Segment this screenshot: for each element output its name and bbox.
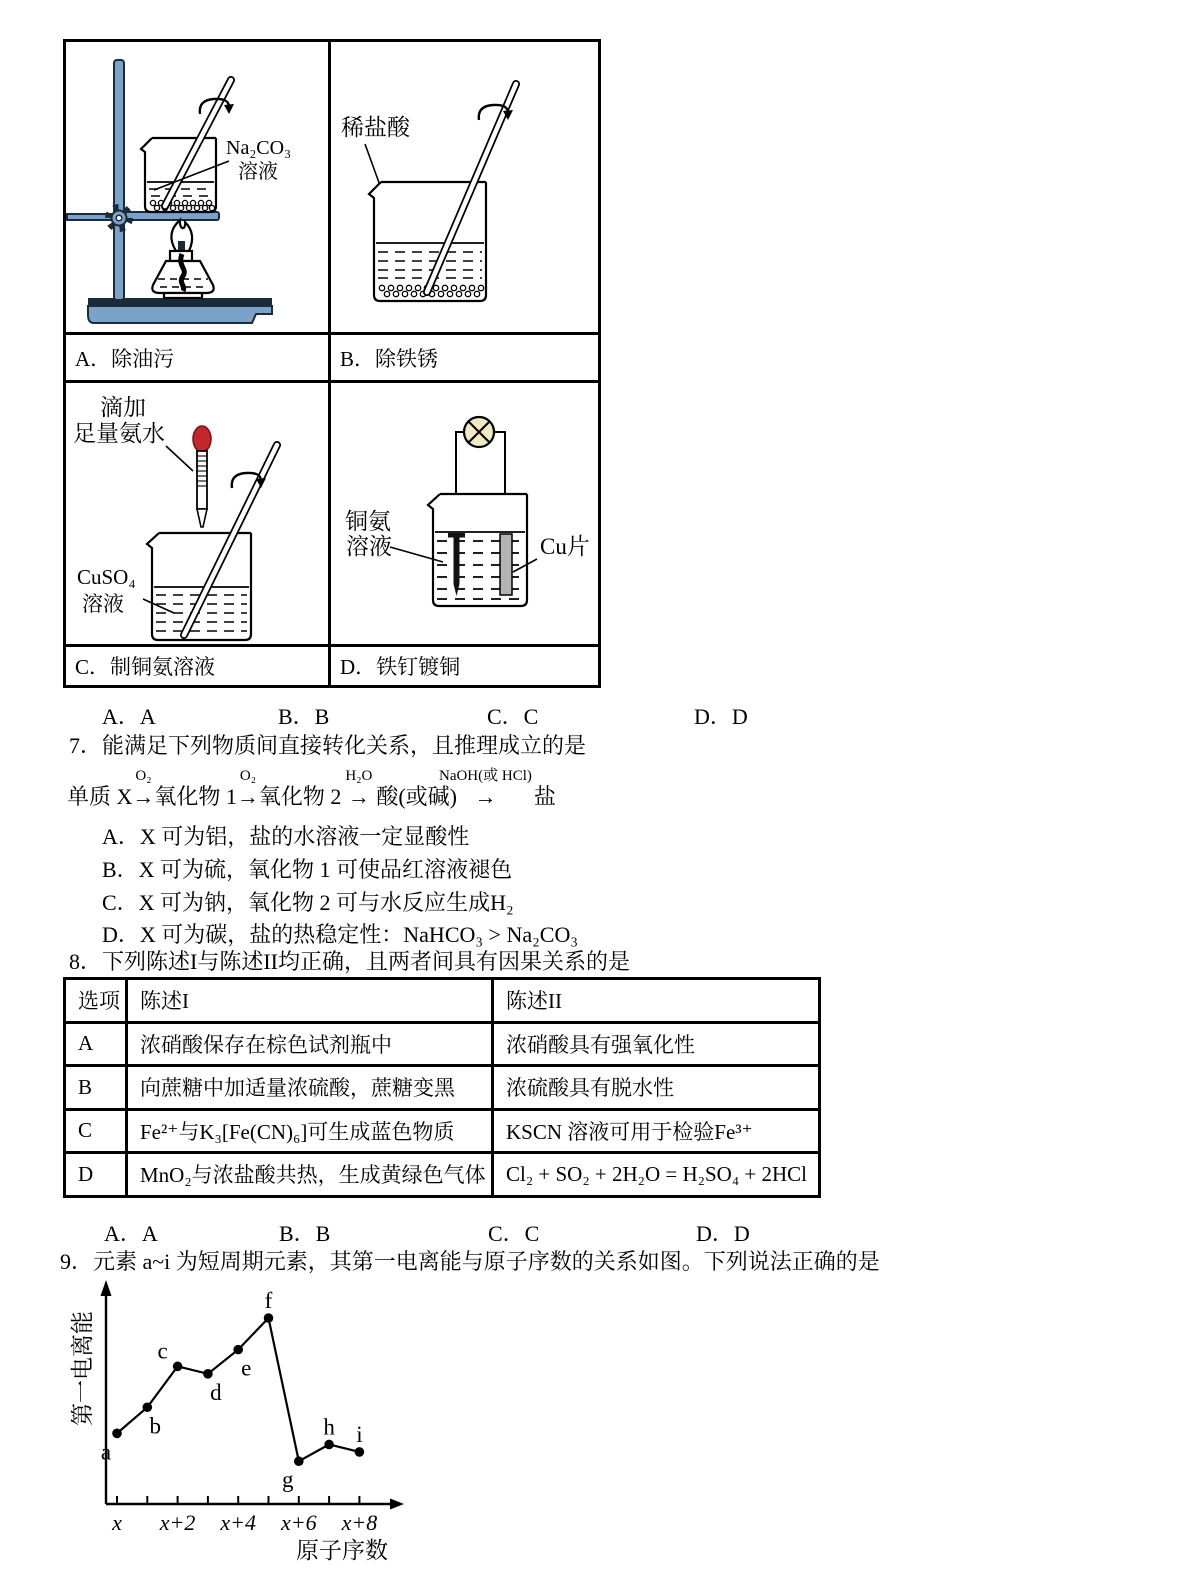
row-b-statement-1: 向蔗糖中加适量浓硫酸，蔗糖变黑 — [127, 1066, 493, 1110]
answer-option-d: D．D — [696, 1221, 750, 1246]
data-point-f — [264, 1313, 274, 1323]
row-d-statement-1: MnO₂与浓盐酸共热，生成黄绿色气体 — [127, 1153, 493, 1197]
remove-rust-svg — [331, 42, 598, 332]
diagram-remove-rust — [331, 42, 598, 335]
reagent-label: Na₂CO₃ — [226, 137, 292, 159]
row-c-option: C — [65, 1109, 127, 1153]
remove-oil-svg — [66, 42, 328, 332]
q7-options — [102, 821, 578, 952]
answer-option-b: B．B — [278, 704, 330, 729]
table-header-row — [65, 979, 820, 1023]
x-tick-label: x — [112, 1510, 122, 1535]
dropper — [193, 426, 211, 527]
table-row — [65, 1066, 820, 1110]
data-point-b — [143, 1402, 153, 1412]
reagent-label: 溶液 — [238, 161, 278, 183]
row-a-option: A — [65, 1022, 127, 1066]
y-axis-arrowhead-icon — [101, 1280, 112, 1296]
row-c-statement-1: Fe²⁺与K₃[Fe(CN)₆]可生成蓝色物质 — [127, 1109, 493, 1153]
point-label-b: b — [149, 1413, 162, 1439]
data-line — [117, 1318, 359, 1461]
scheme-target-2: 氧化物 2 — [258, 784, 342, 809]
q8-table — [63, 977, 821, 1198]
point-label-d: d — [210, 1379, 222, 1405]
table-row — [65, 1022, 820, 1066]
answer-option-d: D．D — [694, 704, 748, 729]
scheme-step-4-label: NaOH(或 HCl) — [438, 768, 532, 784]
scheme-step-1-label: O₂ — [135, 768, 152, 784]
answer-option-a: A．A — [104, 1221, 158, 1246]
row-d-statement-2: Cl₂ + SO₂ + 2H₂O = H₂SO₄ + 2HCl — [493, 1153, 820, 1197]
scheme-arrow-icon: → — [236, 784, 259, 809]
scheme-step-3-label: H₂O — [345, 768, 373, 784]
caption-c-label: C．制铜氨溶液 — [75, 655, 216, 679]
q7-option-a: A．X 可为铝，盐的水溶液一定显酸性 — [102, 824, 470, 849]
data-point-e — [233, 1345, 243, 1355]
row-d-option: D — [65, 1153, 127, 1197]
scheme-step-3 — [345, 768, 372, 810]
row-a-statement-2: 浓硝酸具有强氧化性 — [493, 1022, 820, 1066]
caption-b-label: B．除铁锈 — [340, 346, 439, 371]
q7-option-d: D．X 可为碳，盐的热稳定性：NaHCO₃ > Na₂CO₃ — [102, 922, 579, 948]
drop-label: 足量氨水 — [73, 421, 165, 446]
data-point-h — [324, 1440, 334, 1450]
point-label-h: h — [323, 1414, 335, 1440]
copper-strip — [500, 534, 512, 595]
leader-line — [166, 446, 193, 471]
data-point-d — [203, 1369, 213, 1379]
diagram-plate-nail — [331, 383, 598, 647]
scheme-target-3: 酸(或碱) — [376, 784, 457, 809]
data-point-i — [355, 1447, 365, 1457]
reagent-label: 溶液 — [346, 534, 392, 559]
figure-table — [63, 39, 601, 688]
header-option: 选项 — [65, 979, 127, 1023]
reagent-label: 稀盐酸 — [341, 115, 410, 140]
table-row — [65, 1109, 820, 1153]
point-label-c: c — [157, 1338, 168, 1364]
caption-d — [331, 647, 598, 685]
header-statement-1: 陈述I — [127, 979, 493, 1023]
scheme-step-4 — [439, 768, 532, 810]
scheme-step-2 — [237, 768, 259, 810]
q7-option-c: C．X 可为钠，氧化物 2 可与水反应生成H₂ — [102, 889, 514, 915]
scheme-step-1 — [132, 768, 154, 810]
scheme-arrow-icon: → — [474, 784, 497, 809]
copper-ammonia-svg — [66, 383, 328, 644]
y-axis-title: 第一电离能 — [70, 1311, 95, 1426]
data-point-c — [173, 1362, 183, 1372]
caption-a-label: A．除油污 — [75, 346, 175, 371]
answer-option-c: C．C — [488, 1221, 540, 1246]
q7-option-b: B．X 可为硫，氧化物 1 可使品红溶液褪色 — [102, 856, 513, 882]
drop-label: 滴加 — [100, 395, 146, 420]
reagent-label: 铜氨 — [345, 509, 391, 534]
x-tick-label: x+8 — [341, 1510, 378, 1535]
table-row — [65, 1153, 820, 1197]
scheme-start: 单质 X — [67, 784, 133, 809]
diagram-copper-ammonia — [66, 383, 331, 647]
row-b-statement-2: 浓硫酸具有脱水性 — [493, 1066, 820, 1110]
row-c-statement-2: KSCN 溶液可用于检验Fe³⁺ — [493, 1109, 820, 1153]
beaker — [147, 533, 251, 640]
x-tick-label: x+6 — [280, 1510, 317, 1535]
caption-a — [66, 335, 331, 383]
scheme-target-1: 氧化物 1 — [154, 784, 237, 809]
x-axis-title: 原子序数 — [296, 1538, 388, 1563]
scheme-arrow-icon: → — [132, 784, 155, 809]
caption-d-label: D．铁钉镀铜 — [340, 655, 461, 679]
q7-stem: 7．能满足下列物质间直接转化关系，且推理成立的是 — [69, 733, 587, 758]
answer-option-b: B．B — [279, 1221, 331, 1246]
answer-option-a: A．A — [102, 704, 156, 729]
q8-stem: 8．下列陈述I与陈述II均正确，且两者间具有因果关系的是 — [69, 949, 630, 974]
diagram-remove-oil — [66, 42, 331, 335]
point-label-g: g — [282, 1467, 294, 1493]
scheme-target-4: 盐 — [533, 784, 556, 809]
reagent-label: 溶液 — [82, 592, 124, 616]
x-axis-arrowhead-icon — [390, 1499, 404, 1510]
row-a-statement-1: 浓硝酸保存在棕色试剂瓶中 — [127, 1022, 493, 1066]
point-label-e: e — [241, 1355, 252, 1381]
data-point-g — [294, 1456, 304, 1466]
point-label-f: f — [264, 1288, 273, 1313]
ionization-energy-chart — [60, 1274, 405, 1586]
caption-c — [66, 647, 331, 685]
alcohol-lamp — [152, 220, 213, 298]
x-tick-label: x+2 — [159, 1510, 196, 1535]
scheme-step-2-label: O₂ — [239, 768, 256, 784]
plate-nail-svg — [331, 383, 598, 644]
x-tick-label: x+4 — [220, 1510, 257, 1535]
point-label-a: a — [100, 1439, 112, 1465]
electrode-label: Cu片 — [540, 534, 590, 559]
data-point-a — [112, 1429, 122, 1439]
lamp-icon — [464, 417, 494, 447]
scheme-arrow-icon: → — [347, 784, 370, 809]
q7-transformation-scheme — [67, 768, 556, 810]
header-statement-2: 陈述II — [493, 979, 820, 1023]
answer-option-c: C．C — [487, 704, 539, 729]
reagent-label: CuSO₄ — [77, 565, 136, 589]
point-label-i: i — [356, 1421, 363, 1447]
caption-b — [331, 335, 598, 383]
row-b-option: B — [65, 1066, 127, 1110]
q9-stem: 9．元素 a~i 为短周期元素，其第一电离能与原子序数的关系如图。下列说法正确的是 — [60, 1249, 880, 1274]
